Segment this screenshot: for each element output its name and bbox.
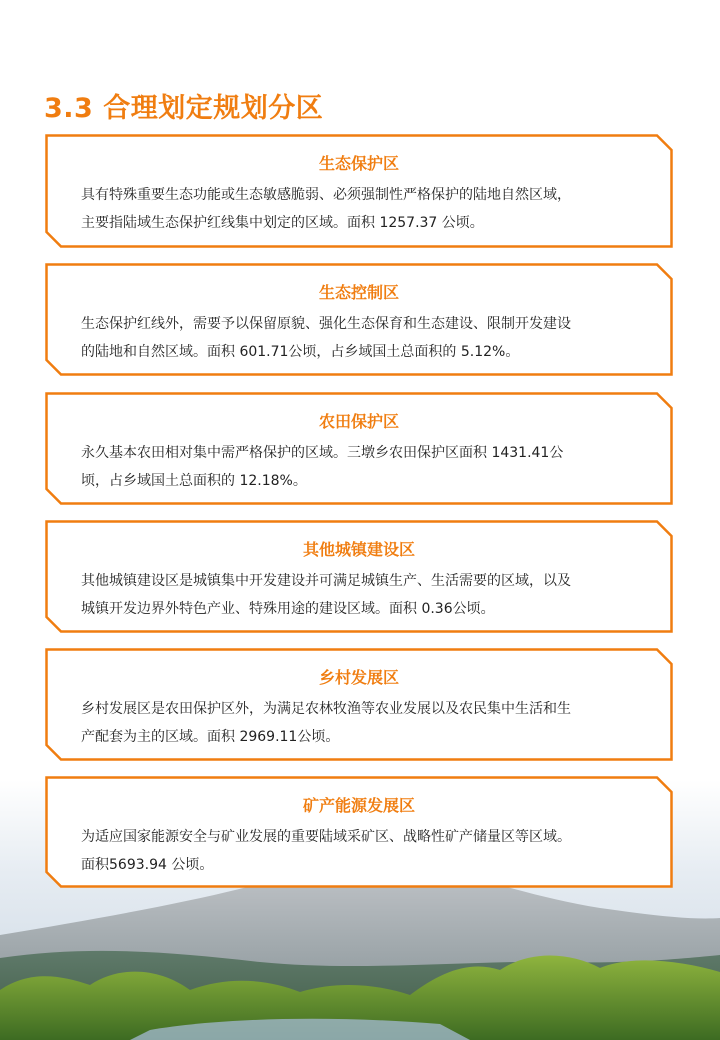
zone-description-line: 为适应国家能源安全与矿业发展的重要陆域采矿区、战略性矿产储量区等区域。 bbox=[81, 829, 571, 845]
zone-title: 乡村发展区 bbox=[318, 668, 399, 687]
zone-card-ecological-control bbox=[45, 263, 673, 376]
zone-card-mineral-energy-development bbox=[45, 776, 673, 888]
zone-title: 生态保护区 bbox=[318, 154, 399, 173]
zone-description-line: 面积5693.94 公顷。 bbox=[81, 857, 214, 873]
zone-title: 农田保护区 bbox=[318, 412, 399, 431]
zone-description bbox=[81, 181, 655, 237]
zone-title: 其他城镇建设区 bbox=[302, 540, 415, 559]
zone-description bbox=[81, 823, 655, 879]
zone-title: 矿产能源发展区 bbox=[302, 796, 415, 815]
zone-description bbox=[81, 310, 655, 366]
zone-description-line: 顷，占乡域国土总面积的 12.18%。 bbox=[81, 473, 307, 489]
zone-description-line: 城镇开发边界外特色产业、特殊用途的建设区域。面积 0.36公顷。 bbox=[81, 601, 495, 617]
zone-description-line: 永久基本农田相对集中需严格保护的区域。三墩乡农田保护区面积 1431.41公 bbox=[81, 445, 564, 461]
zone-description bbox=[81, 695, 655, 751]
zone-card-farmland-protection bbox=[45, 392, 673, 505]
zone-title: 生态控制区 bbox=[318, 283, 399, 302]
zone-description-line: 其他城镇建设区是城镇集中开发建设并可满足城镇生产、生活需要的区域，以及 bbox=[81, 573, 571, 589]
zone-description-line: 具有特殊重要生态功能或生态敏感脆弱、必须强制性严格保护的陆地自然区域， bbox=[81, 187, 571, 203]
zone-card-rural-development bbox=[45, 648, 673, 761]
zone-description-line: 产配套为主的区域。面积 2969.11公顷。 bbox=[81, 729, 340, 745]
zone-description-line: 乡村发展区是农田保护区外，为满足农林牧渔等农业发展以及农民集中生活和生 bbox=[81, 701, 571, 717]
zone-card-other-urban-construction bbox=[45, 520, 673, 633]
zone-description-line: 生态保护红线外，需要予以保留原貌、强化生态保育和生态建设、限制开发建设 bbox=[81, 316, 571, 332]
zone-description-line: 主要指陆域生态保护红线集中划定的区域。面积 1257.37 公顷。 bbox=[81, 215, 484, 231]
section-heading: 3.3 合理划定规划分区 bbox=[44, 93, 324, 124]
zone-card-ecological-protection bbox=[45, 134, 673, 248]
zone-description bbox=[81, 567, 655, 623]
zone-description bbox=[81, 439, 655, 495]
zone-description-line: 的陆地和自然区域。面积 601.71公顷，占乡域国土总面积的 5.12%。 bbox=[81, 344, 520, 360]
